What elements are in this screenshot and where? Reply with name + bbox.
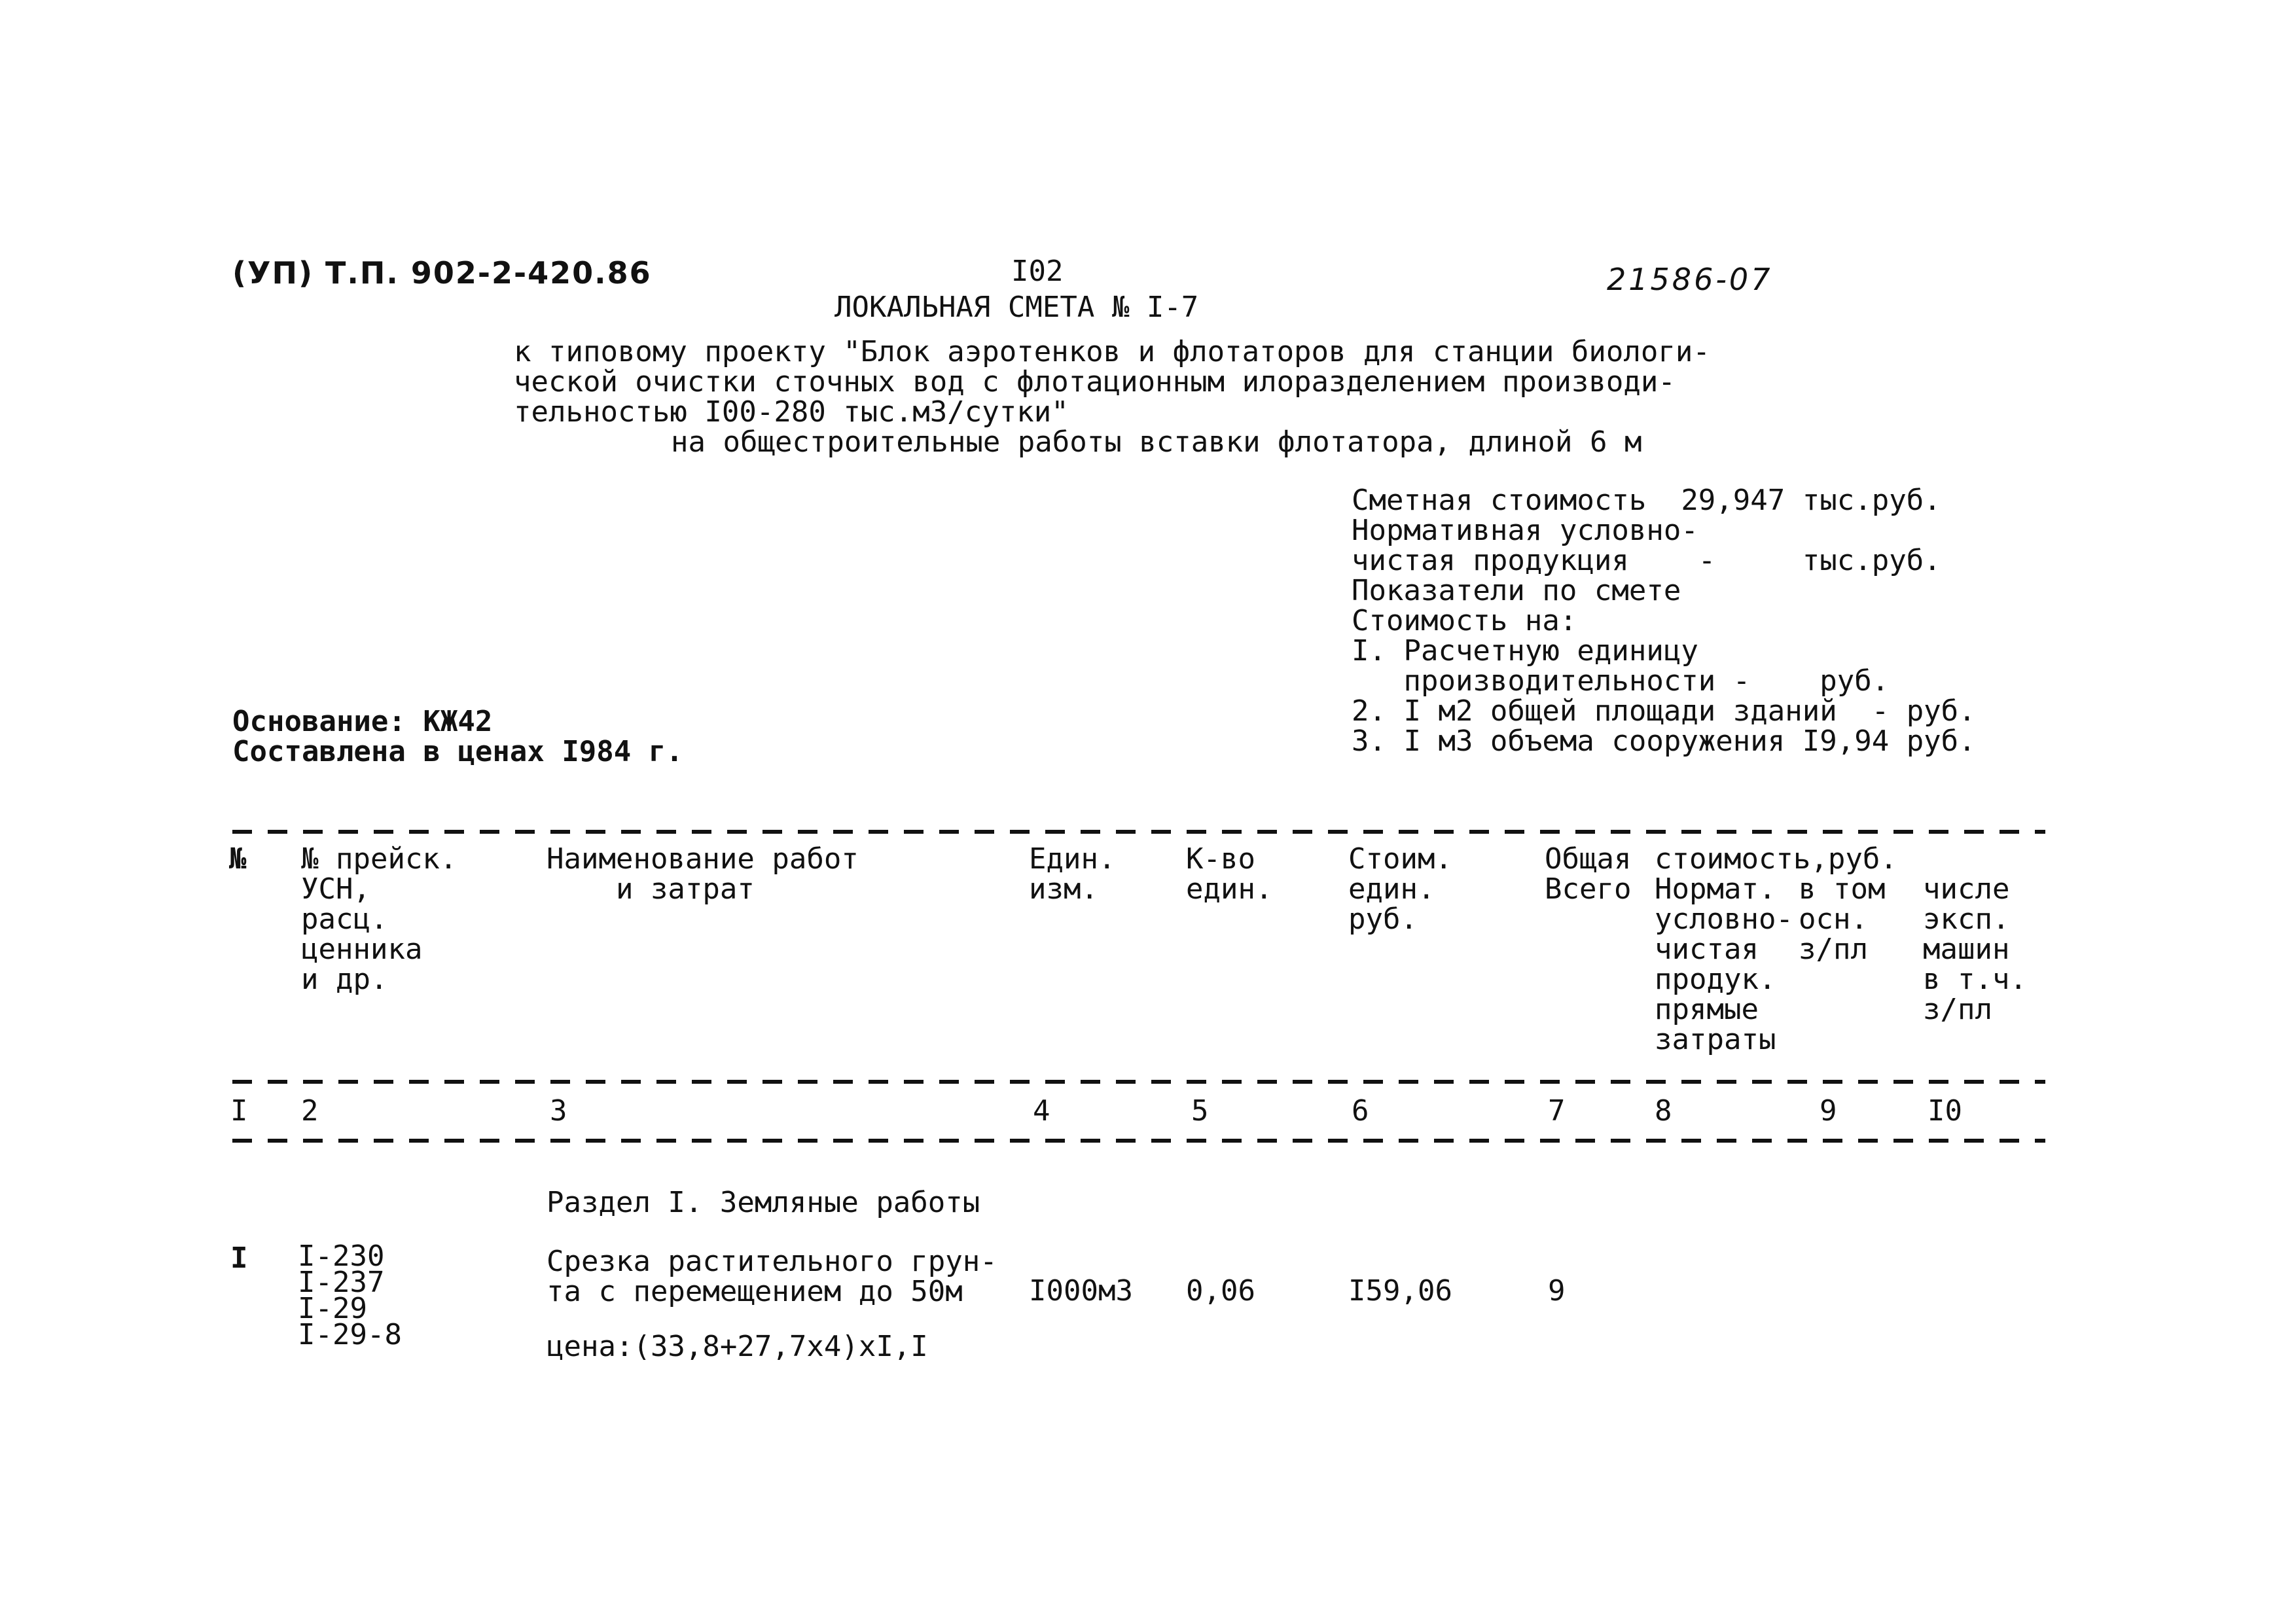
row-1-unit: I000м3: [1029, 1274, 1133, 1308]
summary-line-7: производительности - руб.: [1352, 664, 1890, 698]
col-total-header: Общая Всего: [1545, 842, 1632, 906]
summary-line-4: Показатели по смете: [1352, 574, 1681, 607]
basis-line-1: Основание: КЖ42: [232, 705, 493, 738]
summary-line-6: I. Расчетную единицу: [1352, 634, 1698, 668]
summary-line-8: 2. I м2 общей площади зданий - руб.: [1352, 694, 1976, 728]
column-number-9: 9: [1820, 1094, 1837, 1128]
summary-line-1: Сметная стоимость 29,947 тыс.руб.: [1352, 484, 1941, 517]
stamp-number: 21586-07: [1607, 262, 1773, 297]
row-1-number: I: [230, 1241, 248, 1275]
section-title: Раздел I. Земляные работы: [547, 1186, 980, 1219]
row-1-name: Срезка растительного грун- та с перемещением до 50м: [547, 1245, 997, 1308]
work-scope: на общестроительные работы вставки флотатора, длиной 6 м: [671, 425, 1642, 459]
col-unit-header: Един. изм.: [1029, 842, 1116, 906]
col-machines-header: числе эксп. машин в т.ч. з/пл: [1923, 872, 2027, 1026]
column-number-3: 3: [550, 1094, 567, 1128]
column-numbers-bottom-rule: [232, 1139, 2045, 1143]
row-1-total: 9: [1548, 1274, 1566, 1308]
col-unit-cost-header: Стоим. един. руб.: [1348, 842, 1452, 936]
col-code-header: № прейск. УСН, расц. ценника и др.: [301, 842, 457, 996]
document-title: ЛОКАЛЬНАЯ СМЕТА № I-7: [834, 291, 1199, 324]
project-line-2: ческой очистки сточных вод с флотационным илоразделением производи-: [514, 365, 1676, 399]
document-code: (УП) Т.П. 902-2-420.86: [232, 255, 652, 291]
column-number-4: 4: [1033, 1094, 1050, 1128]
column-number-7: 7: [1548, 1094, 1566, 1128]
project-description: [514, 337, 1710, 427]
project-line-1: к типовому проекту "Блок аэротенков и флотаторов для станции биологи-: [514, 335, 1710, 368]
table-top-rule: [232, 830, 2045, 834]
column-number-10: I0: [1928, 1094, 1962, 1128]
column-number-6: 6: [1352, 1094, 1369, 1128]
col-qty-header: К-во един.: [1186, 842, 1273, 906]
col-num-header: №: [229, 842, 247, 876]
row-1-price-formula: цена:(33,8+27,7х4)хI,I: [547, 1330, 928, 1363]
column-number-2: 2: [301, 1094, 319, 1128]
basis-line-2: Составлена в ценах I984 г.: [232, 735, 683, 768]
col-norm-header: стоимость,руб. Нормат. условно- чистая продук. прямые затраты: [1655, 842, 1897, 1056]
summary-line-3: чистая продукция - тыс.руб.: [1352, 544, 1941, 577]
row-1-qty: 0,06: [1186, 1274, 1255, 1308]
row-1-codes: I-230 I-237 I-29 I-29-8: [298, 1240, 402, 1351]
project-line-3: тельностью I00-280 тыс.м3/сутки": [514, 395, 1069, 429]
cost-summary: [1352, 486, 1976, 757]
column-number-5: 5: [1191, 1094, 1209, 1128]
summary-line-9: 3. I м3 объема сооружения I9,94 руб.: [1352, 724, 1976, 758]
column-number-1: I: [230, 1094, 248, 1128]
estimate-basis: [232, 707, 683, 767]
summary-line-2: Нормативная условно-: [1352, 514, 1698, 547]
column-number-8: 8: [1655, 1094, 1672, 1128]
table-header-bottom-rule: [232, 1080, 2045, 1084]
summary-line-5: Стоимость на:: [1352, 604, 1577, 637]
page-number: I02: [1011, 255, 1064, 288]
col-name-header: Наименование работ и затрат: [547, 842, 859, 906]
row-1-unit-cost: I59,06: [1348, 1274, 1452, 1308]
col-salary-header: в том осн. з/пл: [1799, 872, 1886, 966]
